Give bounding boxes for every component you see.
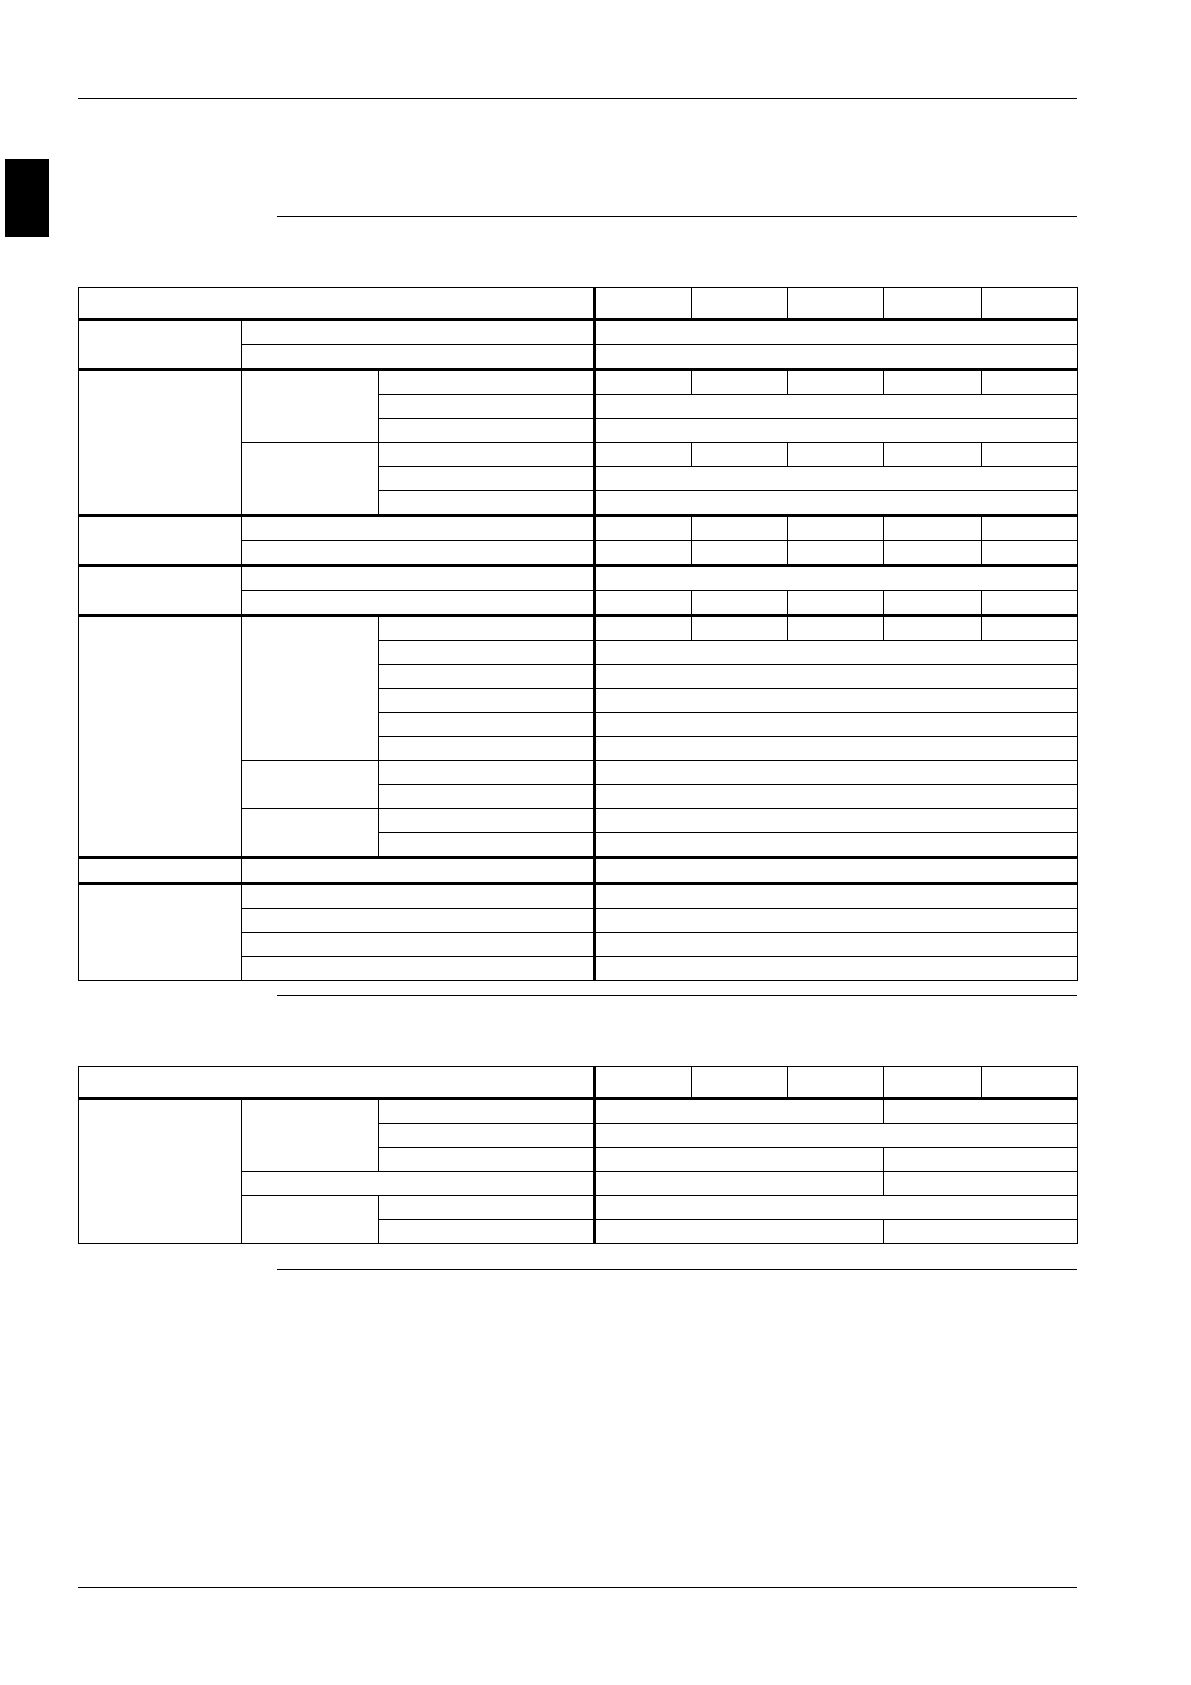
table-cell [595, 566, 1078, 591]
table-cell [884, 541, 982, 566]
table-cell [242, 320, 595, 345]
table-cell [692, 443, 788, 467]
table-cell [982, 516, 1078, 541]
table-cell [595, 713, 1078, 737]
table-cell [982, 591, 1078, 616]
table-row [79, 884, 1078, 909]
model-column-header [788, 1067, 884, 1099]
table-cell [379, 689, 595, 713]
table-row [79, 1067, 1078, 1099]
model-column-header [692, 288, 788, 320]
table-cell [788, 591, 884, 616]
table-cell [379, 833, 595, 858]
table-cell [79, 370, 242, 516]
table-cell [595, 641, 1078, 665]
model-column-header [982, 288, 1078, 320]
table-cell [595, 909, 1078, 933]
table-cell [595, 370, 692, 395]
table-cell [982, 616, 1078, 641]
table-cell [595, 761, 1078, 785]
table-cell [595, 665, 1078, 689]
table-cell [595, 884, 1078, 909]
table-cell [242, 1099, 379, 1172]
table-cell [79, 884, 242, 981]
table-cell [379, 443, 595, 467]
table-cell [595, 858, 1078, 884]
table-cell [79, 1099, 242, 1244]
table-cell [884, 591, 982, 616]
table-cell [884, 370, 982, 395]
table-cell [884, 1148, 1078, 1172]
table-cell [242, 858, 595, 884]
table-cell [884, 616, 982, 641]
table-row [79, 370, 1078, 395]
table-cell [595, 1148, 884, 1172]
table-cell [595, 1124, 1078, 1148]
table-cell [379, 785, 595, 809]
table-cell [595, 395, 1078, 419]
table-cell [982, 443, 1078, 467]
table-cell [242, 1172, 595, 1196]
table-cell [379, 1099, 595, 1124]
table-cell [595, 541, 692, 566]
table-cell [379, 809, 595, 833]
table-cell [595, 933, 1078, 957]
table-cell [884, 516, 982, 541]
table-cell [242, 516, 595, 541]
table-cell [379, 641, 595, 665]
table-cell [692, 370, 788, 395]
table-cell [79, 858, 242, 884]
table-cell [79, 516, 242, 566]
section-rule-3 [277, 1269, 1077, 1270]
table-cell [379, 1196, 595, 1220]
table-cell [884, 1099, 1078, 1124]
table-cell [242, 541, 595, 566]
table-cell [242, 591, 595, 616]
table-row [79, 616, 1078, 641]
table-row [79, 288, 1078, 320]
table-cell [884, 1172, 1078, 1196]
table-cell [379, 737, 595, 761]
table-row [79, 320, 1078, 345]
table-cell [595, 1196, 1078, 1220]
section-rule-1 [277, 216, 1077, 217]
table-cell [242, 884, 595, 909]
table-cell [692, 516, 788, 541]
table-cell [595, 419, 1078, 443]
table-cell [379, 491, 595, 516]
table-cell [242, 909, 595, 933]
table-cell [595, 785, 1078, 809]
chapter-tab-marker [5, 159, 49, 237]
table-header-cell [79, 288, 595, 320]
table-cell [379, 395, 595, 419]
header-rule [78, 98, 1077, 99]
table-cell [242, 933, 595, 957]
table-cell [884, 1220, 1078, 1244]
table-cell [379, 467, 595, 491]
spec-table-1 [78, 287, 1078, 981]
table-cell [595, 833, 1078, 858]
model-column-header [788, 288, 884, 320]
model-column-header [884, 288, 982, 320]
table-row [79, 566, 1078, 591]
table-header-cell [79, 1067, 595, 1099]
table-cell [242, 370, 379, 443]
table-cell [595, 516, 692, 541]
table-cell [242, 761, 379, 809]
table-cell [884, 443, 982, 467]
section-rule-2 [277, 995, 1077, 996]
table-cell [692, 541, 788, 566]
table-cell [379, 1124, 595, 1148]
table-cell [595, 591, 692, 616]
table-cell [982, 370, 1078, 395]
footer-rule [78, 1587, 1077, 1588]
table-cell [982, 541, 1078, 566]
model-column-header [692, 1067, 788, 1099]
table-cell [788, 516, 884, 541]
table-row [79, 516, 1078, 541]
table-cell [595, 320, 1078, 345]
table-cell [788, 541, 884, 566]
table-cell [242, 616, 379, 761]
table-cell [242, 443, 379, 516]
table-cell [595, 809, 1078, 833]
table-cell [595, 737, 1078, 761]
table-cell [595, 345, 1078, 370]
table-cell [79, 320, 242, 370]
table-cell [788, 370, 884, 395]
table-cell [242, 345, 595, 370]
table-cell [595, 689, 1078, 713]
table-cell [788, 443, 884, 467]
model-column-header [982, 1067, 1078, 1099]
table-cell [595, 1099, 884, 1124]
table-row [79, 858, 1078, 884]
table-cell [79, 616, 242, 858]
table-cell [595, 1172, 884, 1196]
table-cell [788, 616, 884, 641]
table-cell [242, 809, 379, 858]
table-cell [242, 1196, 379, 1244]
table-cell [242, 566, 595, 591]
table-cell [595, 467, 1078, 491]
table-cell [242, 957, 595, 981]
table-cell [379, 665, 595, 689]
spec-table-2 [78, 1066, 1078, 1244]
table-cell [379, 761, 595, 785]
table-cell [595, 616, 692, 641]
model-column-header [884, 1067, 982, 1099]
table-row [79, 1099, 1078, 1124]
table-cell [379, 370, 595, 395]
table-cell [379, 616, 595, 641]
table-cell [595, 1220, 884, 1244]
table-cell [595, 443, 692, 467]
table-cell [379, 419, 595, 443]
table-cell [379, 1220, 595, 1244]
table-cell [379, 713, 595, 737]
table-cell [79, 566, 242, 616]
table-cell [379, 1148, 595, 1172]
table-cell [692, 591, 788, 616]
table-cell [692, 616, 788, 641]
model-column-header [595, 288, 692, 320]
model-column-header [595, 1067, 692, 1099]
table-cell [595, 491, 1078, 516]
table-cell [595, 957, 1078, 981]
